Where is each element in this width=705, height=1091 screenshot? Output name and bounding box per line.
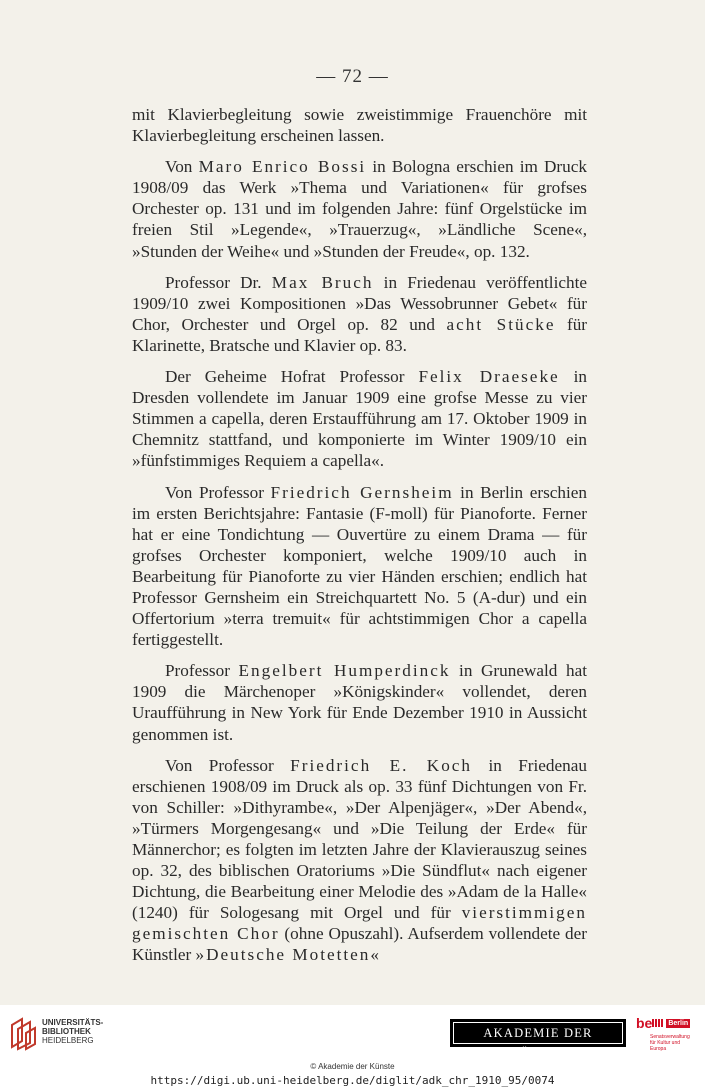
composer-name: Maro Enrico Bossi — [198, 157, 367, 177]
copyright-notice: © Akademie der Künste — [310, 1062, 395, 1071]
academy-label: AKADEMIE DER KÜNSTE — [453, 1022, 623, 1044]
library-line-3: HEIDELBERG — [42, 1036, 94, 1045]
composer-name: Max Bruch — [271, 272, 374, 292]
p1-text: mit Klavierbegleitung sowie zweistimmige Frauenchöre mit Klavierbegleitung erscheinen lassen. — [132, 105, 587, 146]
paragraph-4 — [132, 366, 587, 471]
berlin-sub-1: Senatsverwaltung — [650, 1034, 690, 1040]
berlin-box: Berlin — [668, 1019, 689, 1027]
p4-post: in Dresden vollendete im Januar 1909 eine grofse Messe zu vier Stimmen a capella, deren Erstaufführung am 17. Oktober 1909 in Chemnitz stattfand, und komponierte im Winter 1909/10 ein »fünfstimmiges Requiem a capella«. — [132, 367, 588, 471]
paragraph-7 — [132, 755, 587, 966]
composer-name: Felix Draeseke — [418, 367, 560, 387]
p5-post: in Berlin erschien im ersten Berichtsjahre: Fantasie (F-moll) für Pianoforte. Ferner hat er eine Tondichtung — Ouvertüre zu einem Drama — für grofses Orchester komponiert, welche 1909/10 auch in Bearbeitung für Pianoforte zu vier Händen erschien; endlich hat Professor Gernsheim ein Streichquartett No. 5 (A-dur) und ein Offertorium »terra tremuit« für achtstimmigen Chor a capella fertiggestellt. — [132, 482, 587, 650]
p4-pre: Der Geheime Hofrat Professor — [165, 367, 419, 387]
paragraph-2 — [132, 156, 587, 261]
p6-pre: Professor — [165, 661, 239, 681]
university-library-logo-icon[interactable] — [8, 1015, 38, 1051]
library-line-2: BIBLIOTHEK — [42, 1027, 91, 1036]
composer-name: Engelbert Humperdinck — [238, 661, 451, 681]
p5-pre: Von Professor — [165, 482, 271, 502]
bear-bars-icon — [652, 1018, 664, 1028]
p3-pre: Professor Dr. — [165, 272, 272, 292]
p7-spaced2: »Deutsche Motetten« — [195, 945, 381, 965]
paragraph-5 — [132, 482, 587, 651]
composer-name: Friedrich E. Koch — [290, 755, 473, 775]
paragraph-6 — [132, 660, 587, 744]
university-library-name[interactable] — [42, 1018, 103, 1045]
paragraph-3 — [132, 272, 587, 356]
p2-pre: Von — [165, 157, 199, 177]
paragraph-1 — [132, 104, 587, 146]
page-body — [132, 104, 587, 976]
berlin-sub-2: für Kultur und Europa — [650, 1040, 681, 1052]
permalink-url[interactable]: https://digi.ub.uni-heidelberg.de/diglit/adk_chr_1910_95/0074 — [150, 1074, 555, 1087]
composer-name: Friedrich Gernsheim — [270, 482, 454, 502]
berlin-senate-logo[interactable] — [636, 1015, 694, 1055]
p3-spaced: acht Stücke — [446, 314, 556, 334]
p7-spaced: vierstimmigen gemischten Chor — [132, 903, 587, 944]
p3-post: für Klarinette, Bratsche und Klavier op. 83. — [132, 314, 588, 355]
library-line-1: UNIVERSITÄTS- — [42, 1018, 104, 1027]
viewer-footer — [0, 1005, 705, 1061]
p7-mid: in Friedenau erschienen 1908/09 im Druck als op. 33 fünf Dichtungen von Fr. von Schiller: »Dithyrambe«, »Der Alpenjäger«, »Der Abend«, »Türmers Morgengesang« und »Die Teilung der Erde« für Männerchor; es folgten im letzten Jahre der Klavierauszug seines op. 32, des biblischen Oratoriums »Die Sündflut« nach eigener Dichtung, die Bearbeitung einer Melodie des »Adam de la Halle« (1240) für Sologesang mit Orgel und für — [132, 755, 587, 923]
p6-post: in Grunewald hat 1909 die Märchenoper »Königskinder« vollendet, deren Uraufführung in New York für Ende Dezember 1910 in Aussicht genommen ist. — [132, 661, 587, 744]
berlin-prefix: be — [636, 1015, 653, 1031]
p3-mid: in Friedenau veröffentlichte 1909/10 zwei Kompositionen »Das Wessobrunner Gebet« für Chor, Orchester und Orgel op. 82 und — [132, 272, 587, 334]
p7-pre: Von Professor — [165, 755, 291, 775]
p2-post: in Bologna erschien im Druck 1908/09 das Werk »Thema und Variationen« für grofses Orchester op. 131 und im folgenden Jahre: fünf Orgelstücke im freien Stil »Legende«, »Trauerzug«, »Ländliche Scene«, »Stunden der Weihe« und »Stunden der Freude«, op. 132. — [132, 157, 587, 261]
akademie-der-kuenste-logo[interactable] — [450, 1019, 626, 1060]
p7-mid2: (ohne Opuszahl). Aufserdem vollendete der Künstler — [132, 924, 588, 965]
page-number: — 72 — — [316, 66, 389, 87]
